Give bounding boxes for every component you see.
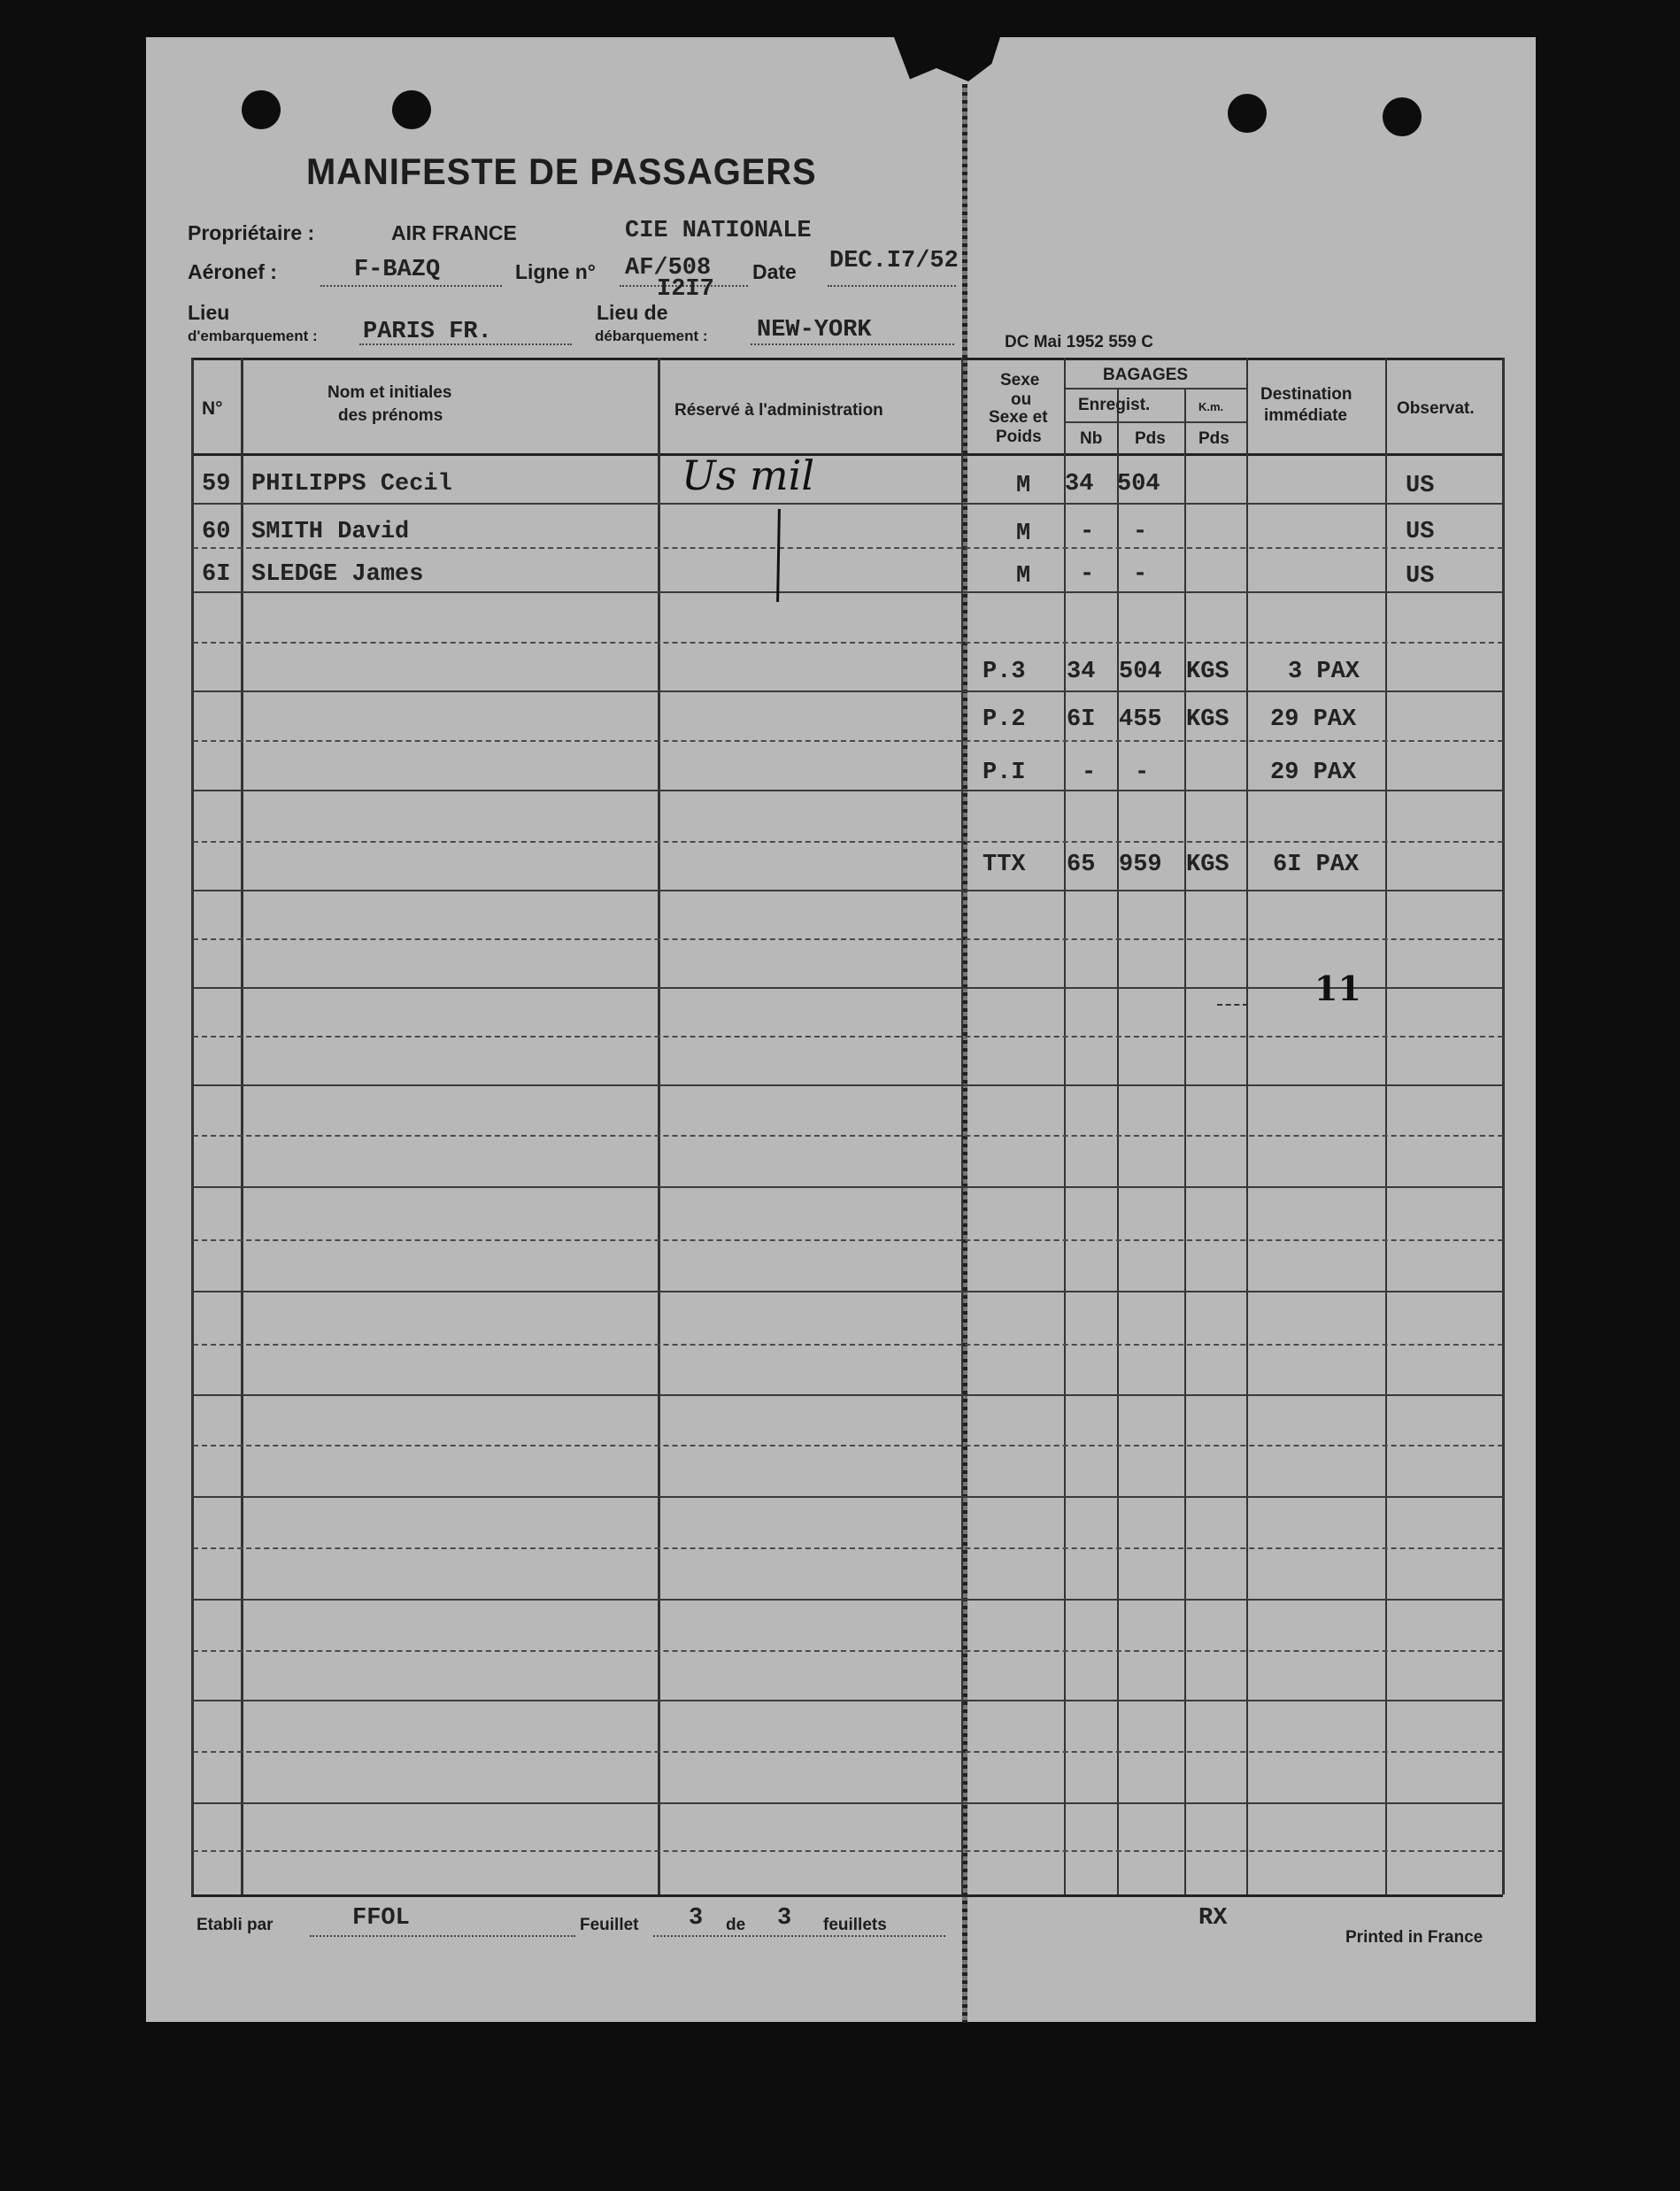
row-rule xyxy=(193,1084,1503,1086)
col-header-pds-2: Pds xyxy=(1198,429,1229,448)
cell-sexe: M xyxy=(1016,473,1031,499)
cell-sexe: M xyxy=(1016,563,1031,590)
row-rule xyxy=(193,1802,1503,1804)
row-rule xyxy=(193,1599,1503,1601)
cell-no: 60 xyxy=(202,519,231,545)
punch-hole xyxy=(1383,97,1422,136)
cell-sexe: M xyxy=(1016,521,1031,547)
footer-feuillet-total: 3 xyxy=(777,1905,792,1932)
row-rule xyxy=(193,1700,1503,1701)
proprietaire-label: Propriétaire : xyxy=(188,221,315,244)
cell-pds: - xyxy=(1133,519,1148,545)
stamp-dash xyxy=(1217,1004,1248,1006)
total-pds: 504 xyxy=(1119,659,1162,685)
footer-feuillet-no: 3 xyxy=(689,1905,704,1932)
row-rule xyxy=(193,547,1503,551)
col-header-nom: Nom et initiales xyxy=(328,383,452,402)
handwritten-reserve: Us mil xyxy=(682,451,815,499)
cell-nb: - xyxy=(1080,519,1095,545)
total-pds: 455 xyxy=(1119,706,1162,733)
punch-hole xyxy=(1228,94,1267,133)
cell-name: SLEDGE James xyxy=(251,561,424,588)
aeronef-label: Aéronef : xyxy=(188,260,277,283)
total-label: P.I xyxy=(983,760,1026,786)
total-unit: KGS xyxy=(1186,706,1229,733)
footer-printed: Printed in France xyxy=(1345,1928,1483,1947)
row-rule xyxy=(193,1239,1503,1243)
proprietaire-extra: CIE NATIONALE xyxy=(625,218,812,244)
ligne-value-2: I2I7 xyxy=(657,276,714,303)
footer-feuillets-label: feuillets xyxy=(823,1916,887,1934)
row-rule xyxy=(193,938,1503,942)
footer-feuillet-label: Feuillet xyxy=(580,1916,639,1934)
row-rule xyxy=(193,642,1503,645)
total-label: P.3 xyxy=(983,659,1026,685)
col-header-bagages: BAGAGES xyxy=(1103,366,1189,384)
total-label: P.2 xyxy=(983,706,1026,733)
lieu-emb-value: PARIS FR. xyxy=(363,319,492,345)
cell-obs: US xyxy=(1406,519,1435,545)
row-rule xyxy=(193,591,1503,593)
col-header-observat: Observat. xyxy=(1397,399,1475,418)
aeronef-value: F-BAZQ xyxy=(354,257,441,283)
footer-de-label: de xyxy=(726,1916,746,1934)
lieu-deb-value: NEW-YORK xyxy=(757,317,872,343)
footer-rx: RX xyxy=(1198,1905,1228,1932)
col-header-destination: Destination xyxy=(1260,385,1352,404)
col-header-nom-2: des prénoms xyxy=(338,406,443,425)
cell-obs: US xyxy=(1406,563,1435,590)
torn-edge xyxy=(894,37,1000,81)
row-rule xyxy=(193,1394,1503,1396)
col-header-sexe: Sexe xyxy=(1000,371,1040,390)
total-pax: 6I PAX xyxy=(1273,852,1360,878)
col-header-enreg: Enregist. xyxy=(1078,396,1151,414)
page-title: MANIFESTE DE PASSAGERS xyxy=(306,150,817,192)
row-rule xyxy=(193,1445,1503,1448)
cell-pds: 504 xyxy=(1117,471,1160,498)
row-rule xyxy=(193,1547,1503,1551)
row-rule xyxy=(193,690,1503,692)
row-rule xyxy=(193,1186,1503,1188)
col-header-reserve: Réservé à l'administration xyxy=(674,401,883,420)
cell-obs: US xyxy=(1406,473,1435,499)
cell-nb: - xyxy=(1080,561,1095,588)
date-value: DEC.I7/52 xyxy=(829,248,959,274)
lieu-deb-label-2: débarquement : xyxy=(595,328,708,344)
row-rule xyxy=(193,1344,1503,1347)
total-nb: 34 xyxy=(1067,659,1096,685)
total-unit: KGS xyxy=(1186,852,1229,878)
total-pds: 959 xyxy=(1119,852,1162,878)
row-rule xyxy=(193,503,1503,505)
row-rule xyxy=(193,740,1503,744)
col-header-km: K.m. xyxy=(1198,400,1224,413)
ligne-value: AF/508 xyxy=(625,255,712,282)
cell-name: PHILIPPS Cecil xyxy=(251,471,452,498)
total-pax: 29 PAX xyxy=(1270,706,1357,733)
row-rule xyxy=(193,1135,1503,1138)
lieu-deb-label: Lieu de xyxy=(597,301,668,324)
row-rule xyxy=(193,1291,1503,1292)
col-header-pds: Pds xyxy=(1135,429,1166,448)
row-rule xyxy=(193,790,1503,791)
footer-etabli-value: FFOL xyxy=(352,1905,410,1932)
row-rule xyxy=(193,1036,1503,1039)
col-header-sexe-2: ou xyxy=(1011,390,1032,409)
punch-hole xyxy=(392,90,431,129)
row-rule xyxy=(193,1751,1503,1755)
total-nb: 6I xyxy=(1067,706,1096,733)
total-pax: 29 PAX xyxy=(1270,760,1357,786)
punch-hole xyxy=(242,90,281,129)
total-unit: KGS xyxy=(1186,659,1229,685)
row-rule xyxy=(193,1850,1503,1854)
cell-name: SMITH David xyxy=(251,519,410,545)
form-code: DC Mai 1952 559 C xyxy=(1005,333,1153,351)
ligne-label: Ligne n° xyxy=(515,260,596,283)
lieu-emb-label-2: d'embarquement : xyxy=(188,328,318,344)
row-rule xyxy=(193,841,1503,845)
cell-no: 59 xyxy=(202,471,231,498)
total-nb: 65 xyxy=(1067,852,1096,878)
col-header-nb: Nb xyxy=(1080,429,1103,448)
total-pds: - xyxy=(1135,760,1150,786)
col-header-destination-2: immédiate xyxy=(1264,406,1347,425)
footer-etabli-label: Etabli par xyxy=(197,1916,274,1934)
proprietaire-value: AIR FRANCE xyxy=(391,221,517,244)
cell-nb: 34 xyxy=(1065,471,1094,498)
col-header-sexe-3: Sexe et xyxy=(989,408,1048,427)
lieu-emb-label: Lieu xyxy=(188,301,230,324)
col-header-sexe-4: Poids xyxy=(996,428,1042,446)
row-rule xyxy=(193,1650,1503,1654)
cell-no: 6I xyxy=(202,561,231,588)
total-label: TTX xyxy=(983,852,1026,878)
col-header-no: N° xyxy=(202,398,223,419)
row-rule xyxy=(193,890,1503,891)
row-rule xyxy=(193,1496,1503,1498)
total-nb: - xyxy=(1082,760,1097,786)
date-label: Date xyxy=(752,260,797,283)
stamp-number: 11 xyxy=(1314,968,1361,1008)
cell-pds: - xyxy=(1133,561,1148,588)
row-rule xyxy=(193,987,1503,989)
total-pax: 3 PAX xyxy=(1288,659,1360,685)
